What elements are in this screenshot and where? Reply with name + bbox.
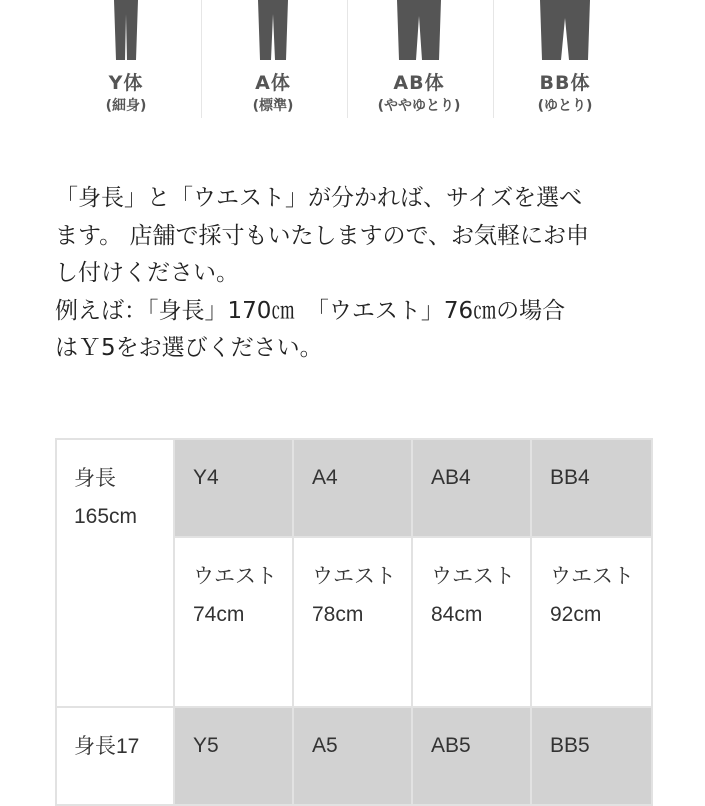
body-type-description: (細身) xyxy=(105,98,147,114)
description-line: 例えば：「身長」170㎝ 「ウエスト」76㎝の場合 xyxy=(55,297,566,324)
waist-value: 78cm xyxy=(312,603,364,626)
waist-cell xyxy=(293,537,412,707)
size-cell: AB5 xyxy=(412,707,531,805)
pants-standard-icon xyxy=(243,0,303,62)
pants-loose-icon xyxy=(535,0,595,62)
size-cell: A4 xyxy=(293,439,412,537)
height-cell: 身長17 xyxy=(56,707,174,805)
size-cell: A5 xyxy=(293,707,412,805)
waist-label: ウエスト xyxy=(312,565,396,588)
body-type-name: Y体 xyxy=(108,72,144,94)
waist-value: 92cm xyxy=(550,603,602,626)
pants-relaxed-icon xyxy=(389,0,449,62)
table-row xyxy=(56,707,652,805)
body-type-name: A体 xyxy=(255,72,291,94)
body-type-description: (ややゆとり) xyxy=(377,98,461,114)
pants-slim-icon xyxy=(96,0,156,62)
description-line: ます。 店舗で採寸もいたしますので、お気軽にお申 xyxy=(55,222,590,249)
waist-label: ウエスト xyxy=(550,565,634,588)
size-cell: AB4 xyxy=(412,439,531,537)
waist-value: 74cm xyxy=(193,603,245,626)
description-line: し付けください。 xyxy=(55,260,239,286)
waist-label: ウエスト xyxy=(193,565,277,588)
body-type-strip xyxy=(55,0,650,118)
body-type-ab xyxy=(347,0,490,118)
body-type-name: BB体 xyxy=(539,72,591,94)
body-type-description: (ゆとり) xyxy=(537,98,593,114)
waist-value: 84cm xyxy=(431,603,483,626)
body-type-description: (標準) xyxy=(252,98,294,114)
table-row xyxy=(56,439,652,537)
size-table xyxy=(55,438,653,806)
size-guide-description xyxy=(55,180,655,368)
waist-cell xyxy=(174,537,293,707)
body-type-y xyxy=(55,0,197,118)
size-cell: BB4 xyxy=(531,439,652,537)
size-cell: BB5 xyxy=(531,707,652,805)
waist-label: ウエスト xyxy=(431,565,515,588)
waist-cell xyxy=(531,537,652,707)
body-type-bb xyxy=(493,0,636,118)
body-type-name: AB体 xyxy=(393,72,445,94)
size-cell: Y5 xyxy=(174,707,293,805)
size-cell: Y4 xyxy=(174,439,293,537)
height-cell: 身長165cm xyxy=(56,439,174,707)
description-line: はＹ5をお選びください。 xyxy=(55,335,323,361)
description-line: 「身長」と「ウエスト」が分かれば、サイズを選べ xyxy=(55,185,583,211)
body-type-a xyxy=(201,0,344,118)
waist-cell xyxy=(412,537,531,707)
